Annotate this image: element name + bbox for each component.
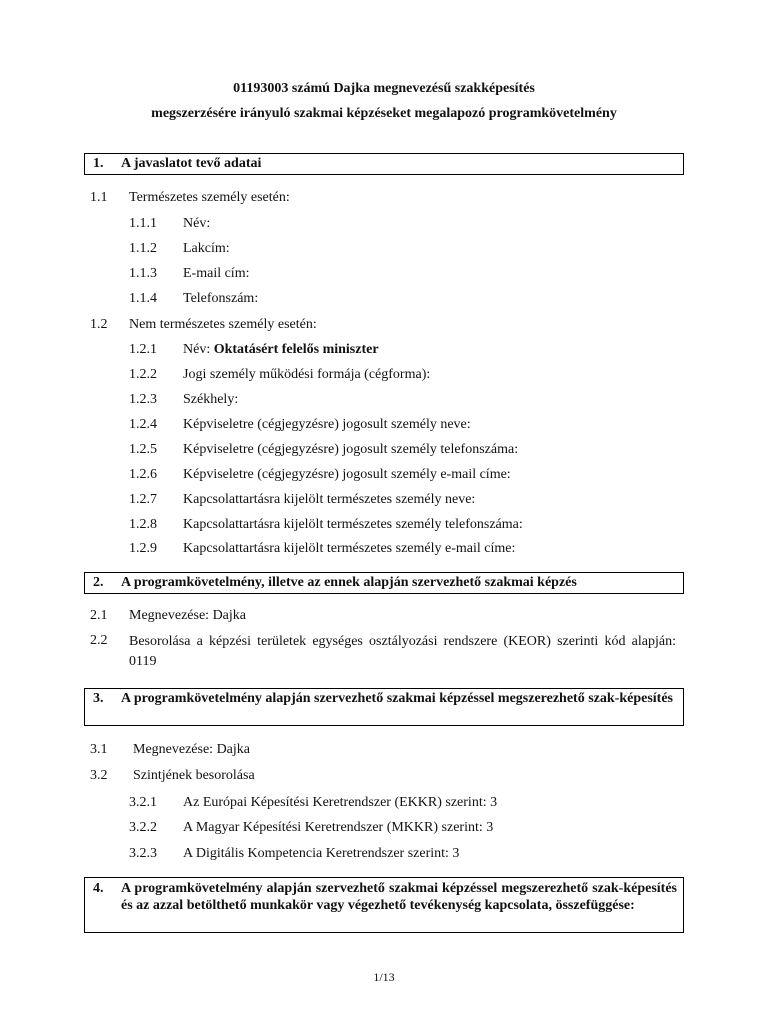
- section-title: A programkövetelmény alapján szervezhető szakmai képzéssel megszerezhető szak-képesítés és az azzal betölthető munkakör vagy végezhető tevékenység kapcsolata, összefüggése:: [121, 881, 677, 913]
- section-3-heading: [84, 688, 684, 726]
- section-2-heading: [84, 572, 684, 594]
- section-4-heading: [84, 877, 684, 933]
- section-number: 3.: [93, 691, 104, 706]
- section-number: 2.: [93, 575, 104, 590]
- section-title: A javaslatot tevő adatai: [121, 156, 262, 171]
- section-number: 1.: [93, 156, 104, 171]
- section-number: 4.: [93, 881, 104, 896]
- page-number: 1/13: [373, 970, 395, 984]
- document-title-line-1: 01193003 számú Dajka megnevezésű szakképesítés: [233, 81, 535, 96]
- section-title: A programkövetelmény, illetve az ennek alapján szervezhető szakmai képzés: [121, 575, 577, 590]
- section-title: A programkövetelmény alapján szervezhető szakmai képzéssel megszerezhető szak-képesítés: [121, 691, 673, 706]
- document-title-line-2: megszerzésére irányuló szakmai képzéseket megalapozó programkövetelmény: [151, 106, 617, 121]
- minister-name: Oktatásért felelős miniszter: [213, 342, 379, 357]
- section-1-heading: [84, 153, 684, 175]
